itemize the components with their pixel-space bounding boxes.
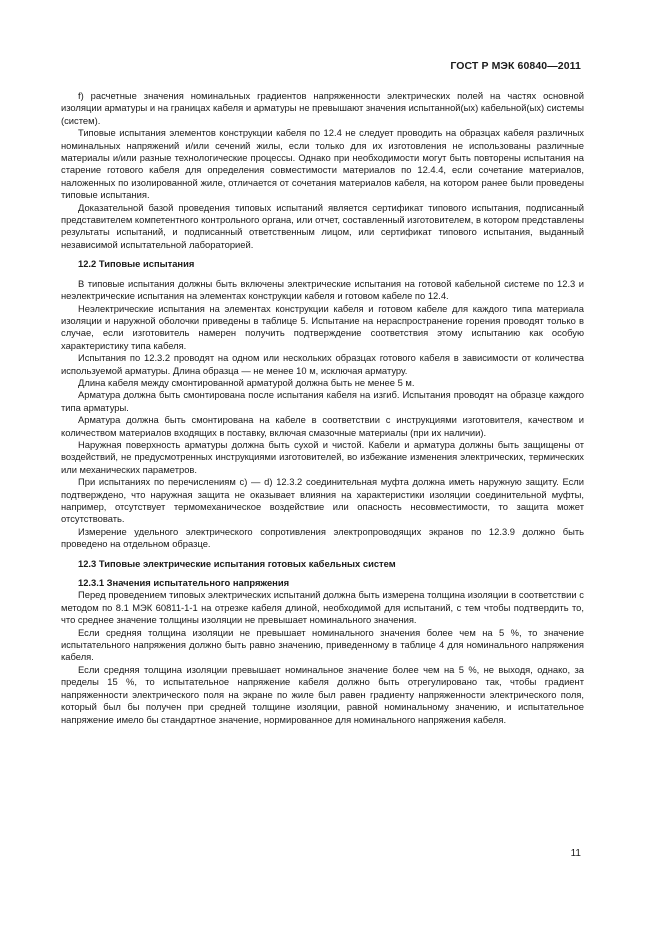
paragraph: Перед проведением типовых электрических испытаний должна быть измерена толщина изоляции в соответствии с методом по 8.1 МЭК 60811-1-1 на отрезке кабеля длиной, необходимой для испытаний, с тем чтобы подтвердить то, что среднее значение толщины изоляции не превышает номинального значения.: [61, 589, 584, 626]
paragraph: f) расчетные значения номинальных градиентов напряженности электрических полей на частях основной изоляции арматуры и на границах кабеля и арматуры не превышают значения испытанной(ых) кабельной(ых) системы (систем).: [61, 90, 584, 126]
page-header: ГОСТ Р МЭК 60840—2011: [450, 60, 581, 72]
paragraph: Доказательной базой проведения типовых испытаний является сертификат типового испытания, подписанный представителем компетентного контрольного органа, или отчет, составленный изготовителем, в котором представлены результаты испытаний, и подписанный ответственным лицом, или сертификат типового испытания, выданный независимой испытательной лабораторией.: [61, 201, 584, 250]
paragraph: Типовые испытания элементов конструкции кабеля по 12.4 не следует проводить на образцах кабеля различных номинальных напряжений и/или сечений жилы, если только для их изготовления не использованы различные материалы и/или разные технологические процессы. Однако при необходимости могут быть повторены испытания на старение готового кабеля для определения совместимости материалов по 12.4.4, если сочетание материалов, наложенных по изолированной жиле, отличается от сочетания материалов кабеля, на котором ранее были проведены типовые испытания.: [61, 127, 584, 201]
page-number: 11: [570, 848, 581, 859]
section-heading-12-2: 12.2 Типовые испытания: [78, 258, 195, 270]
section-heading-12-3: 12.3 Типовые электрические испытания готовых кабельных систем: [78, 557, 396, 569]
paragraph: Длина кабеля между смонтированной арматурой должна быть не менее 5 м.: [78, 376, 415, 388]
page-content: [61, 90, 584, 726]
paragraph: В типовые испытания должны быть включены электрические испытания на готовой кабельной системе по 12.3 и неэлектрические испытания на элементах конструкции кабеля и готовом кабеле по 12.4.: [61, 277, 584, 302]
paragraph: Неэлектрические испытания на элементах конструкции кабеля и готовом кабеле для каждого типа материала изоляции и наружной оболочки приведены в таблице 5. Испытание на нераспространение горения проводят только в случае, если изготовитель намерен получить подтверждение соответствия этому испытанию как особую характеристику типа кабеля.: [61, 302, 584, 351]
paragraph: Испытания по 12.3.2 проводят на одном или нескольких образцах готового кабеля в зависимости от количества используемой арматуры. Длина образца — не менее 10 м, исключая арматуру.: [61, 352, 584, 376]
paragraph: При испытаниях по перечислениям с) — d) 12.3.2 соединительная муфта должна иметь наружную защиту. Если подтверждено, что наружная защита не оказывает влияния на характеристики изоляции соединительной муфты, например, отсутствует термомеханическое воздействие или опасность несовместимости, то защита может отсутствовать.: [61, 476, 584, 525]
paragraph: Если средняя толщина изоляции превышает номинальное значение более чем на 5 %, не выходя, однако, за пределы 15 %, то испытательное напряжение кабеля должно быть отрегулировано так, чтобы градиент напряженности электрического поля на экране по жиле был равен градиенту напряженности электрического поля, который был бы получен при средней толщине изоляции, равной номинальному значению, и испытательное напряжение имело бы стандартное значение, нормированное для номинального напряжения кабеля.: [61, 663, 584, 725]
paragraph: Измерение удельного электрического сопротивления электропроводящих экранов по 12.3.9 должно быть проведено на отдельном образце.: [61, 525, 584, 550]
paragraph: Наружная поверхность арматуры должна быть сухой и чистой. Кабели и арматура должны быть защищены от воздействий, не предусмотренных инструкциями изготовителей, во избежание изменения электрических, термических или механических параметров.: [61, 438, 584, 475]
paragraph: Если средняя толщина изоляции не превышает номинального значения более чем на 5 %, то значение испытательного напряжения должно быть равно значению, приведенному в таблице 4 для номинального напряжения кабеля.: [61, 626, 584, 663]
paragraph: Арматура должна быть смонтирована после испытания кабеля на изгиб. Испытания проводят на образце каждого типа арматуры.: [61, 389, 584, 413]
subsection-heading-12-3-1: 12.3.1 Значения испытательного напряжения: [78, 577, 290, 589]
paragraph: Арматура должна быть смонтирована на кабеле в соответствии с инструкциями изготовителя, качеством и количеством материалов входящих в поставку, включая смазочные материалы (при их наличии).: [61, 414, 584, 438]
